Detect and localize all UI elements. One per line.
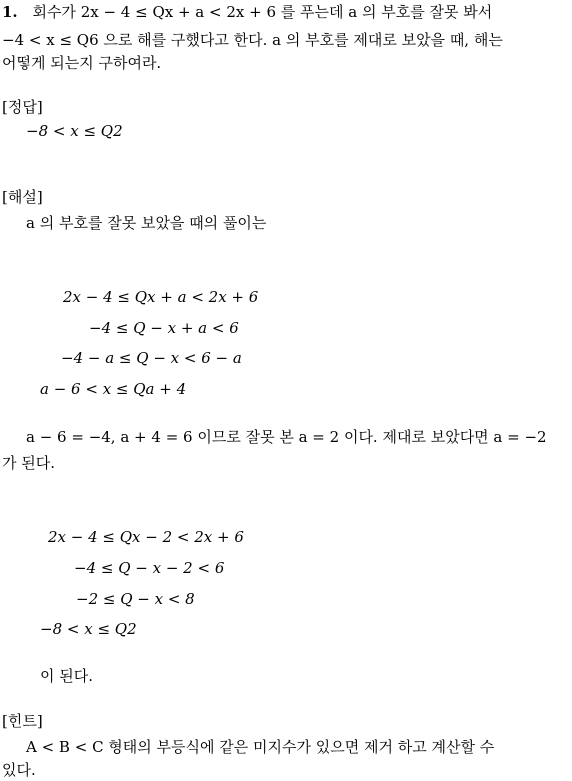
problem-line-1: 회수가 2x − 4 ≤ Qx + a < 2x + 6 를 푸는데 a 의 부호를 잘못 봐서 bbox=[32, 3, 493, 21]
problem-line-2: −4 < x ≤ Q6 으로 해를 구했다고 한다. a 의 부호를 제대로 보았을 때, 해는 bbox=[2, 31, 503, 49]
correct-step-4: −8 < x ≤ Q2 bbox=[40, 620, 137, 638]
hint-line-2: 있다. bbox=[2, 761, 36, 779]
answer-text: −8 < x ≤ Q2 bbox=[26, 122, 123, 140]
explanation-label: [해설] bbox=[2, 188, 43, 206]
explanation-conclusion: 이 된다. bbox=[40, 667, 94, 685]
problem-number: 1. bbox=[2, 3, 18, 21]
explanation-intro: a 의 부호를 잘못 보았을 때의 풀이는 bbox=[26, 214, 267, 232]
hint-line-1: A < B < C 형태의 부등식에 같은 미지수가 있으면 제거 하고 계산할 수 bbox=[26, 738, 495, 756]
wrong-step-3: −4 − a ≤ Q − x < 6 − a bbox=[61, 349, 242, 367]
correct-step-1: 2x − 4 ≤ Qx − 2 < 2x + 6 bbox=[48, 528, 244, 546]
wrong-step-1: 2x − 4 ≤ Qx + a < 2x + 6 bbox=[63, 288, 259, 306]
hint-label: [힌트] bbox=[2, 712, 43, 730]
correct-step-3: −2 ≤ Q − x < 8 bbox=[76, 590, 195, 608]
explanation-middle-line-2: 가 된다. bbox=[2, 454, 56, 472]
wrong-step-4: a − 6 < x ≤ Qa + 4 bbox=[40, 380, 187, 398]
problem-line-3: 어떻게 되는지 구하여라. bbox=[2, 54, 162, 72]
explanation-middle-line-1: a − 6 = −4, a + 4 = 6 이므로 잘못 본 a = 2 이다. 제대로 보았다면 a = −2 bbox=[26, 428, 547, 446]
correct-step-2: −4 ≤ Q − x − 2 < 6 bbox=[74, 559, 225, 577]
answer-label: [정답] bbox=[2, 98, 43, 116]
wrong-step-2: −4 ≤ Q − x + a < 6 bbox=[89, 319, 239, 337]
